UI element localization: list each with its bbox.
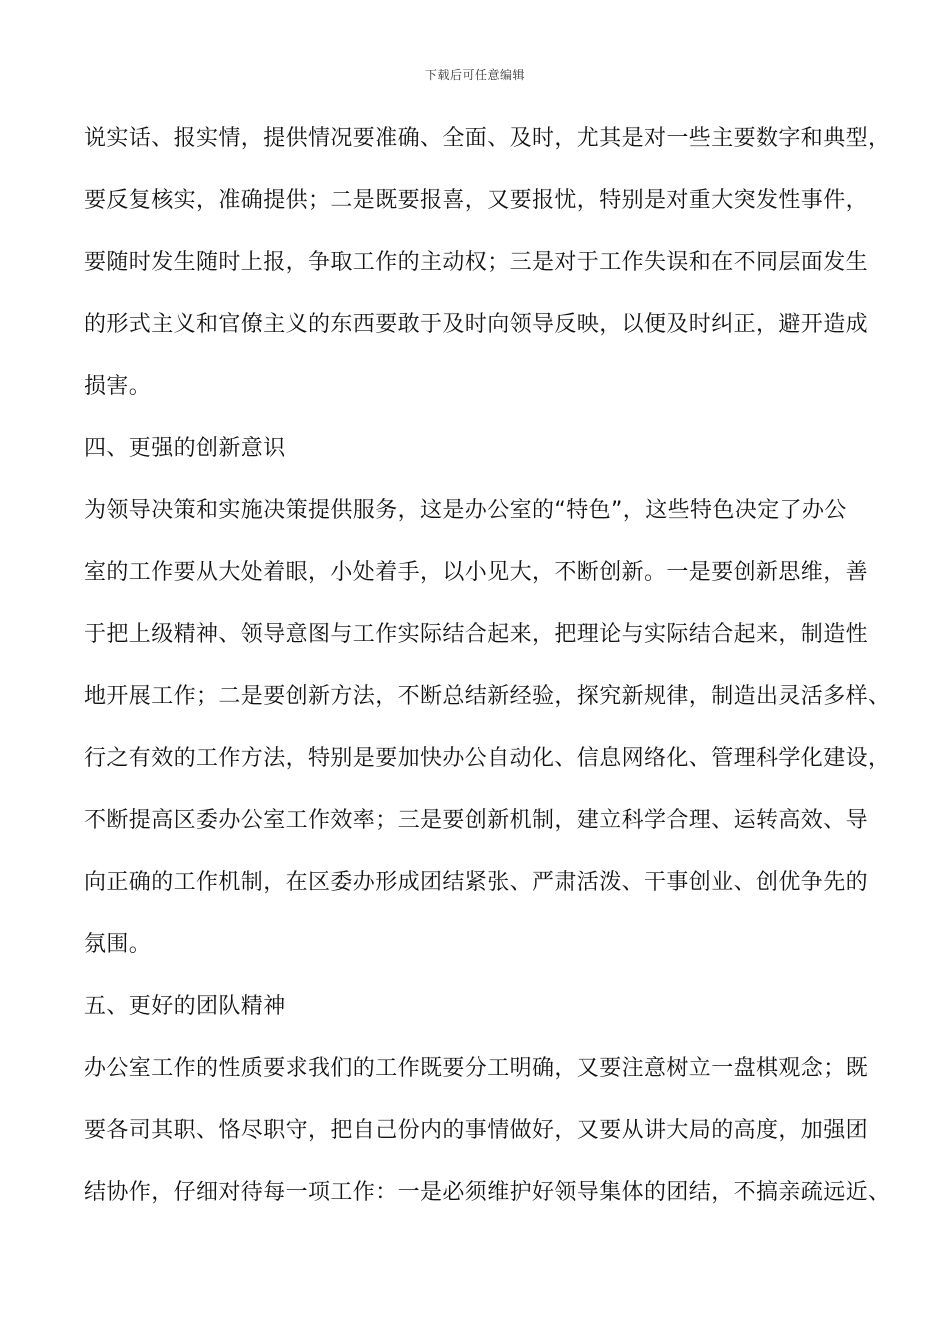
section-heading-teamwork: 五、更好的团队精神 [84, 994, 286, 1019]
text-line: 结协作，仔细对待每一项工作：一是必须维护好领导集体的团结，不搞亲疏远近、 [84, 1180, 891, 1205]
text-line: 不断提高区委办公室工作效率；三是要创新机制，建立科学合理、运转高效、导 [84, 808, 869, 833]
text-line: 行之有效的工作方法，特别是要加快办公自动化、信息网络化、管理科学化建设， [84, 746, 891, 771]
text-line: 说实话、报实情，提供情况要准确、全面、及时，尤其是对一些主要数字和典型， [84, 126, 891, 151]
text-line: 室的工作要从大处着眼，小处着手，以小见大，不断创新。一是要创新思维，善 [84, 560, 869, 585]
text-line: 于把上级精神、领导意图与工作实际结合起来，把理论与实际结合起来，制造性 [84, 622, 869, 647]
text-line: 要反复核实，准确提供；二是既要报喜，又要报忧，特别是对重大突发性事件， [84, 188, 869, 213]
text-line: 要各司其职、恪尽职守，把自己份内的事情做好，又要从讲大局的高度，加强团 [84, 1118, 869, 1143]
text-line: 要随时发生随时上报，争取工作的主动权；三是对于工作失误和在不同层面发生 [84, 250, 869, 275]
text-line: 氛围。 [84, 932, 152, 957]
text-line: 损害。 [84, 374, 152, 399]
section-heading-innovation: 四、更强的创新意识 [84, 436, 286, 461]
text-line: 向正确的工作机制，在区委办形成团结紧张、严肃活泼、干事创业、创优争先的 [84, 870, 869, 895]
text-line: 为领导决策和实施决策提供服务，这是办公室的“特色”，这些特色决定了办公 [84, 498, 847, 523]
text-line: 的形式主义和官僚主义的东西要敢于及时向领导反映，以便及时纠正，避开造成 [84, 312, 869, 337]
page-header: 下载后可任意编辑 [424, 68, 525, 82]
text-line: 办公室工作的性质要求我们的工作既要分工明确，又要注意树立一盘棋观念；既 [84, 1056, 869, 1081]
text-line: 地开展工作；二是要创新方法，不断总结新经验，探究新规律，制造出灵活多样、 [84, 684, 891, 709]
document-body [84, 108, 891, 1224]
